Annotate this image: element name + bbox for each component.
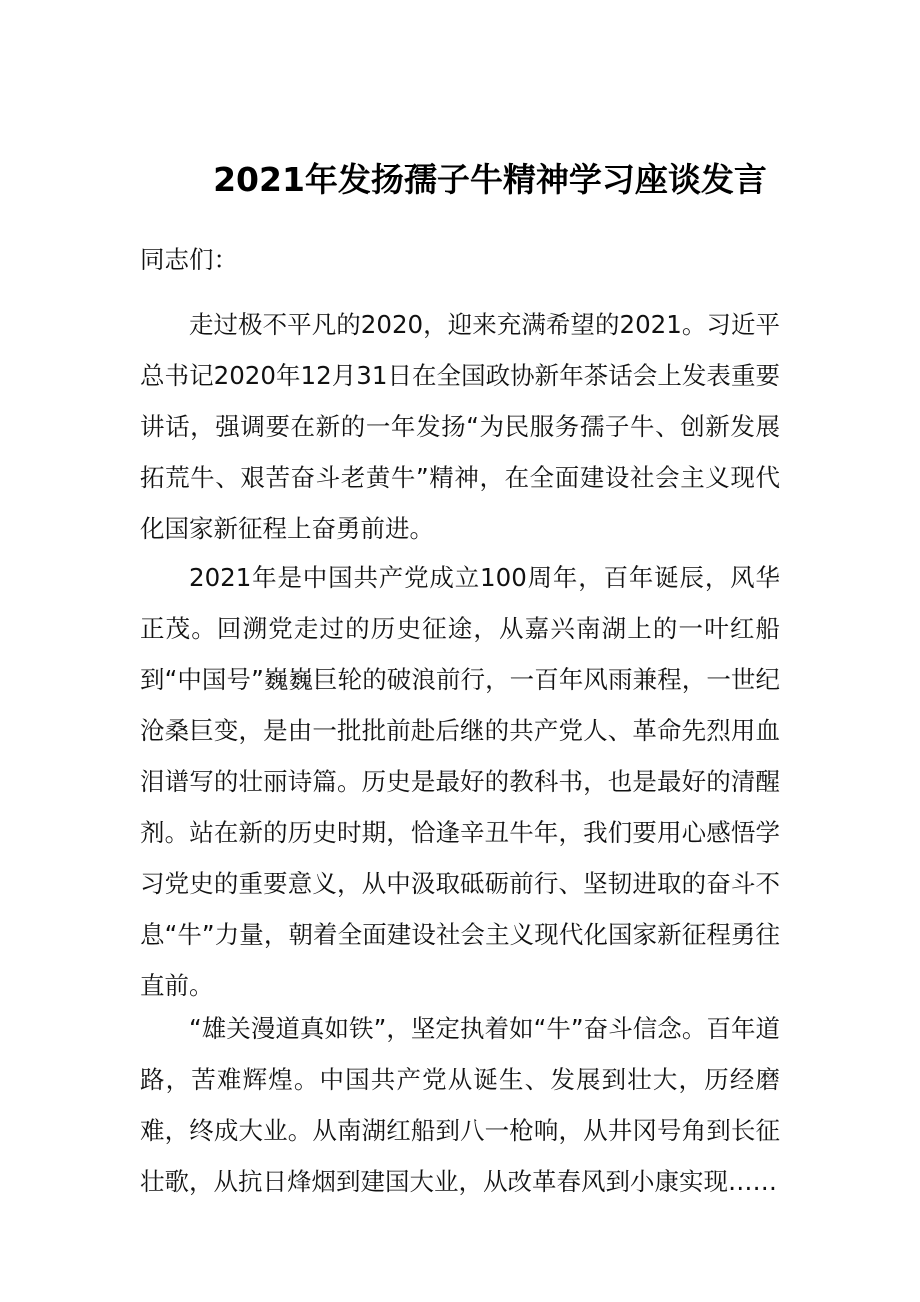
paragraph-3: “雄关漫道真如铁”，坚定执着如“牛”奋斗信念。百年道路，苦难辉煌。中国共产党从诞生、发展到壮大，历经磨难，终成大业。从南湖红船到八一枪响，从井冈号角到长征壮歌，从抗日烽烟到建国大业，从改革春风到小康实现…… xyxy=(140,1014,780,1196)
paragraph-1: 走过极不平凡的2020，迎来充满希望的2021。习近平总书记2020年12月31日在全国政协新年茶话会上发表重要讲话，强调要在新的一年发扬“为民服务孺子牛、创新发展拓荒牛、艰苦奋斗老黄牛”精神，在全面建设社会主义现代化国家新征程上奋勇前进。 xyxy=(140,310,780,543)
paragraph-2: 2021年是中国共产党成立100周年，百年诞辰，风华正茂。回溯党走过的历史征途，从嘉兴南湖上的一叶红船到“中国号”巍巍巨轮的破浪前行，一百年风雨兼程，一世纪沧桑巨变，是由一批批前赴后继的共产党人、革命先烈用血泪谱写的壮丽诗篇。历史是最好的教科书，也是最好的清醒剂。站在新的历史时期，恰逢辛丑牛年，我们要用心感悟学习党史的重要意义，从中汲取砥砺前行、坚韧进取的奋斗不息“牛”力量，朝着全面建设社会主义现代化国家新征程勇往直前。 xyxy=(140,563,780,1000)
document-title: 2021年发扬孺子牛精神学习座谈发言 xyxy=(213,160,767,199)
salutation: 同志们： xyxy=(140,245,238,274)
